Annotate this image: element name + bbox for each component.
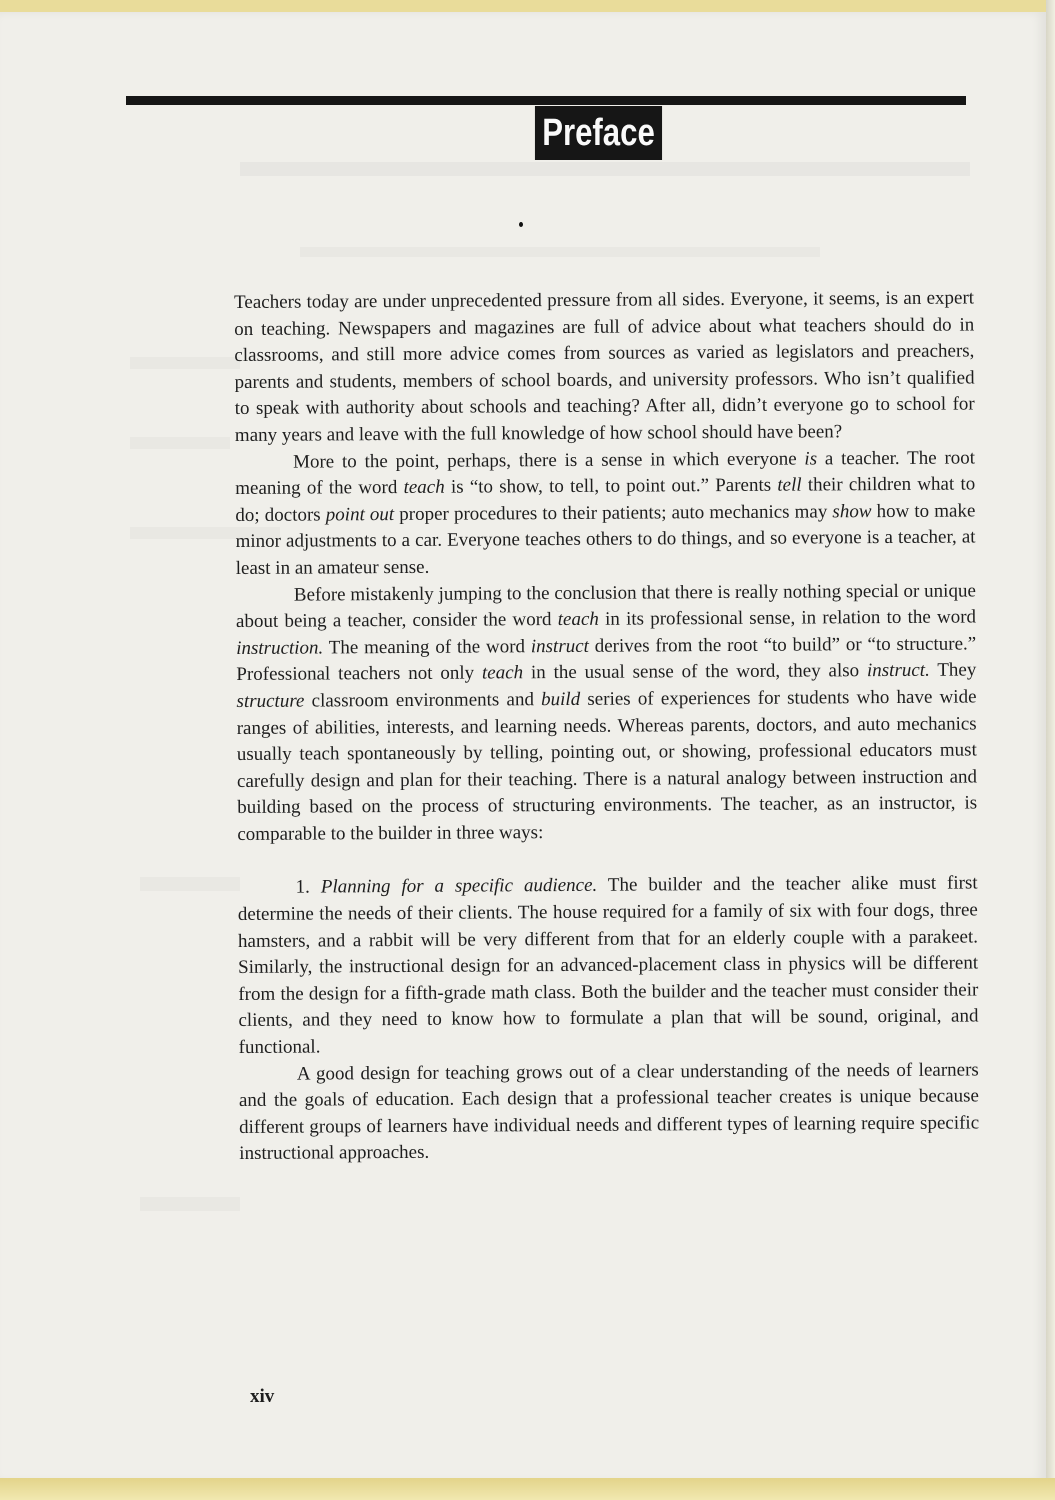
text-run: derives from the root “to build” or “to structure.” Professional teachers not only xyxy=(236,633,977,686)
text-run: is “to show, to tell, to point out.” Parents xyxy=(444,474,778,498)
text-run: in its professional sense, in relation to the word xyxy=(598,606,977,630)
text-run: A good design for teaching grows out of a clear understanding of the needs of learners and the goals of education. Each design that a professional teacher creates is unique because different groups of learners have individual needs and different types of learning require specific instructional approaches. xyxy=(238,1059,980,1165)
text-run: The meaning of the word xyxy=(323,635,531,659)
italic-run: tell xyxy=(777,474,802,496)
page-number: xiv xyxy=(250,1386,275,1407)
paragraph xyxy=(239,1057,980,1168)
text-run: in the usual sense of the word, they also xyxy=(523,660,868,684)
text-run: proper procedures to their patients; auto mechanics may xyxy=(394,501,833,525)
text-run: The builder and the teacher alike must first determine the needs of their clients. The house required for a family of six with four dogs, three hamsters, and a rabbit will be very different from that for an elderly couple with a parakeet. Similarly, the instructional design for an advanced-placement class in physics will be different from the design for a fifth-grade math class. Both the builder and the teacher must consider their clients, and they need to know how to formulate a plan that will be sound, original, and functional. xyxy=(237,872,979,1059)
italic-run: instruct. xyxy=(866,660,930,682)
italic-run: structure xyxy=(236,690,305,712)
text-run: They xyxy=(929,659,977,682)
paragraph xyxy=(234,285,975,449)
preface-body xyxy=(234,285,979,1168)
text-run: a teacher. The root meaning of the word xyxy=(235,447,976,500)
italic-run: instruct xyxy=(530,635,589,657)
italic-run: Planning for a specific audience. xyxy=(320,875,598,898)
text-run: how to make minor adjustments to a car. Everyone teaches others to do things, and so everyone is a teacher, at least in an amateur sense. xyxy=(235,500,976,579)
page-title: Preface xyxy=(535,106,662,160)
text-run: series of experiences for students who have wide ranges of abilities, interests, and learning needs. Whereas parents, doctors, and auto mechanics usually teach spontaneously by telling, pointing out, or showing, professional educators must carefully design and plan for their teaching. There is a natural analogy between instruction and building based on the process of structuring environments. The teacher, as an instructor, is comparable to the builder in three ways: xyxy=(236,686,978,845)
text-run: Before mistakenly jumping to the conclusion that there is really nothing special or unique about being a teacher, consider the word xyxy=(235,580,976,633)
text-run: Teachers today are under unprecedented pressure from all sides. Everyone, it seems, is an expert on teaching. Newspapers and magazines are full of advice about what teachers should do in classrooms, and still more advice comes from sources as varied as legislators and preachers, parents and students, members of school boards, and university professors. Who isn’t qualified to speak with authority about schools and teaching? After all, didn’t everyone go to school for many years and leave with the full knowledge of how school should have been? xyxy=(234,287,975,446)
italic-run: instruction. xyxy=(236,637,324,659)
cover-edge xyxy=(0,1478,1055,1500)
italic-run: teach xyxy=(481,662,524,684)
numbered-paragraph xyxy=(238,871,979,1062)
header-rule xyxy=(126,96,966,105)
text-run: their children what to do; doctors xyxy=(235,473,976,526)
text-run: 1. xyxy=(295,876,321,899)
text-run: classroom environments and xyxy=(304,689,542,712)
ink-speck xyxy=(519,222,523,227)
text-run: More to the point, perhaps, there is a sense in which everyone xyxy=(292,448,805,473)
italic-run: teach xyxy=(557,608,599,631)
italic-run: teach xyxy=(403,476,445,499)
paragraph xyxy=(235,445,976,582)
italic-run: is xyxy=(804,448,818,470)
italic-run: show xyxy=(832,500,872,523)
paragraph xyxy=(236,578,978,848)
italic-run: point out xyxy=(325,503,395,526)
page-edge xyxy=(1046,0,1055,1500)
book-page xyxy=(0,12,1046,1482)
italic-run: build xyxy=(541,688,581,711)
